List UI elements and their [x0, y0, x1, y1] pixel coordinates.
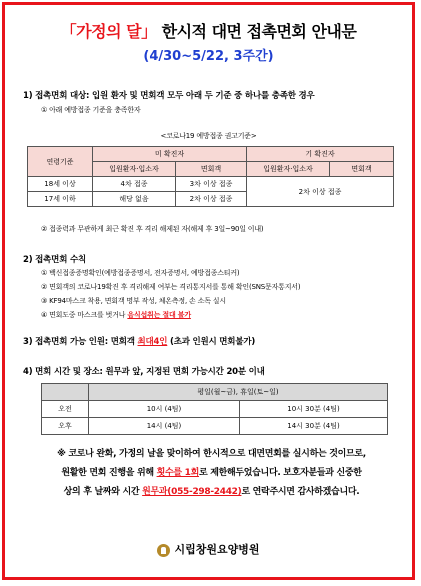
visit-time-table — [41, 383, 388, 435]
col-unconfirmed-header: 미 확진자 — [93, 147, 247, 162]
table-row — [28, 177, 394, 192]
notice-line3-prefix: 상의 후 날짜와 시간 — [63, 487, 143, 497]
section4-heading: 4) 면회 시간 및 장소: 원무과 앞, 지정된 면회 가능시간 20분 이내 — [23, 367, 265, 377]
section1-heading: 1) 접촉면회 대상: 입원 환자 및 면회객 모두 아래 두 기준 중 하나를 충족한 경우 — [23, 91, 315, 101]
notice-line3-suffix: 로 연락주시면 감사하겠습니다. — [241, 487, 360, 497]
section3-suffix: (초과 인원시 면회불가) — [167, 337, 256, 347]
notice-line1: ※ 코로나 완화, 가정의 날을 맞이하여 한시적으로 대면면회를 실시하는 것이므로, — [57, 449, 366, 459]
section1-item1: ① 아래 예방접종 기준을 충족한자 — [41, 106, 141, 114]
notice-line3 — [19, 483, 404, 502]
sub-visitor-header-confirmed: 면회객 — [330, 162, 394, 177]
notice-line2-prefix: 원활한 면회 진행을 위해 — [61, 468, 157, 478]
vaccine-criteria-table — [27, 146, 394, 207]
title-open-bracket: 「 — [60, 22, 77, 41]
closing-notice — [19, 445, 404, 502]
notice-frame — [2, 2, 415, 580]
table-row — [42, 401, 388, 418]
sub-patient-header-confirmed: 입원환자·입소자 — [247, 162, 330, 177]
pm-label: 오후 — [42, 418, 89, 435]
vaccine-table-caption: <코로나19 예방접종 권고기준> — [160, 132, 257, 140]
section2-item4-prefix: ④ 면회도중 마스크를 벗거나 — [41, 311, 128, 319]
patient-cell: 4차 접종 — [93, 177, 176, 192]
section2-item1: ① 백신접종증명확인(예방접종증명서, 전자증명서, 예방접종스티커) — [41, 269, 240, 277]
notice-line2 — [19, 464, 404, 483]
corner-cell — [42, 384, 89, 401]
patient-cell: 해당 없음 — [93, 192, 176, 207]
section3-red: 최대4인 — [137, 337, 168, 347]
title-close-bracket: 」 — [141, 22, 157, 41]
title-highlight: 가정의 달 — [76, 22, 142, 41]
time-cell: 10시 (4팀) — [89, 401, 240, 418]
age-cell: 18세 이상 — [28, 177, 93, 192]
col-confirmed-header: 기 확진자 — [247, 147, 394, 162]
title-rest: 한시적 대면 접촉면회 안내문 — [156, 22, 357, 41]
time-cell: 10시 30분 (4팀) — [240, 401, 388, 418]
page-title — [5, 19, 412, 42]
notice-line2-red: 횟수를 1회 — [156, 468, 199, 478]
section2-item3: ③ KF94마스크 착용, 면회객 명부 작성, 체온측정, 손 소독 실시 — [41, 297, 226, 305]
visitor-cell: 3차 이상 접종 — [176, 177, 247, 192]
time-cell: 14시 (4팀) — [89, 418, 240, 435]
visitor-cell: 2차 이상 접종 — [176, 192, 247, 207]
notice-line2-suffix: 로 제한해두었습니다. 보호자분들과 신중한 — [198, 468, 362, 478]
section2-item4-red: 음식섭취는 절대 불가 — [127, 311, 191, 319]
age-cell: 17세 이하 — [28, 192, 93, 207]
section3-prefix: 3) 접촉면회 가능 인원: 면회객 — [23, 337, 138, 347]
sub-visitor-header: 면회객 — [176, 162, 247, 177]
section1-item2: ② 접종력과 무관하게 최근 확진 후 격리 해제된 자(해제 후 3일~90일 이내) — [41, 225, 264, 233]
section2-item2: ② 면회객의 코로나19확진 후 격리해제 여부는 격리통지서를 통해 확인(SNS문자통지서) — [41, 283, 301, 291]
hospital-logo-icon — [157, 544, 170, 557]
col-age-header: 연령기준 — [28, 147, 93, 177]
section2-heading: 2) 접촉면회 수칙 — [23, 255, 86, 265]
section3-line — [23, 335, 255, 347]
section2-item4 — [41, 310, 191, 320]
am-label: 오전 — [42, 401, 89, 418]
confirmed-cell: 2차 이상 접종 — [247, 177, 394, 207]
sub-patient-header: 입원환자·입소자 — [93, 162, 176, 177]
notice-line3-red: 원무과(055-298-2442) — [142, 487, 242, 497]
hospital-footer — [5, 541, 412, 557]
time-header: 평일(월~금), 휴일(토~일) — [89, 384, 388, 401]
time-cell: 14시 30분 (4팀) — [240, 418, 388, 435]
table-row — [42, 418, 388, 435]
hospital-name: 시립창원요양병원 — [174, 543, 260, 556]
page-subtitle: (4/30~5/22, 3주간) — [143, 49, 274, 64]
